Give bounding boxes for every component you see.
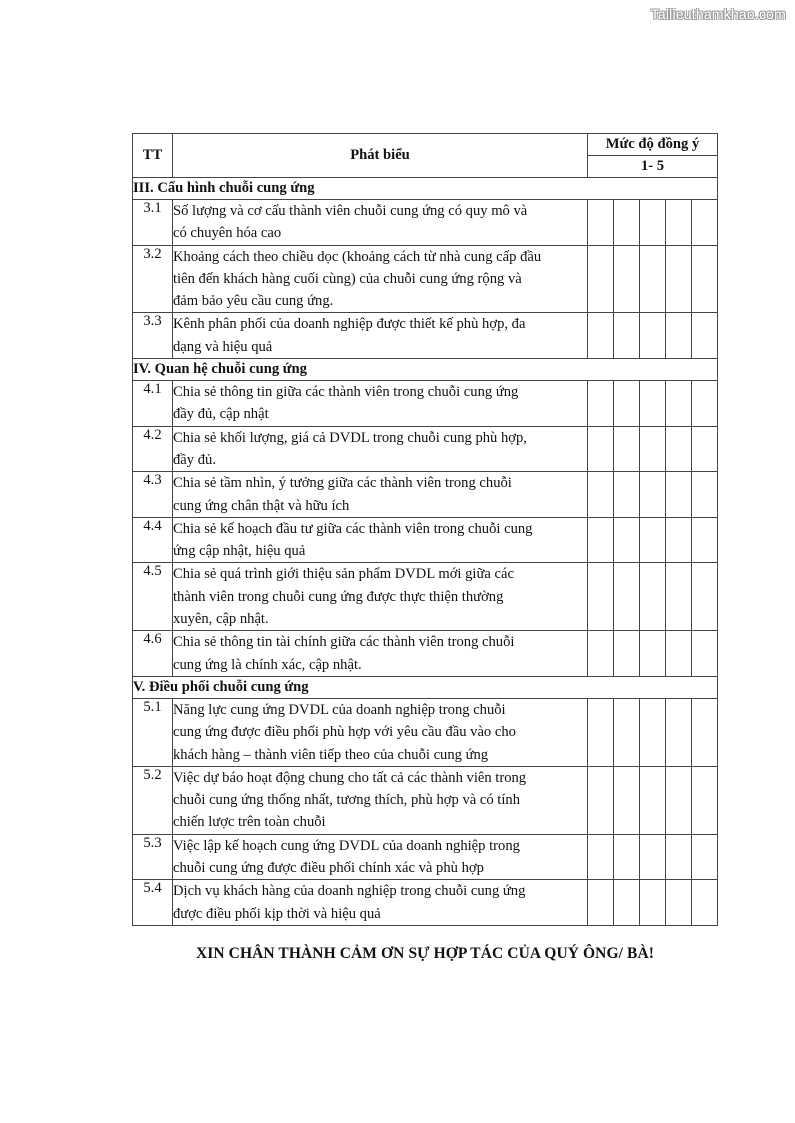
header-scale-range: 1- 5: [588, 156, 718, 178]
rating-cell-5[interactable]: [692, 698, 718, 766]
statement-line: Chia sẻ khối lượng, giá cả DVDL trong chuỗi cung phù hợp,: [173, 429, 527, 446]
rating-cell-2[interactable]: [614, 631, 640, 677]
rating-cell-1[interactable]: [588, 766, 614, 834]
statement-line: đảm bảo yêu cầu cung ứng.: [173, 293, 334, 310]
question-number: 4.4: [133, 517, 173, 563]
statement-line: ứng cập nhật, hiệu quả: [173, 543, 306, 560]
question-statement: [173, 381, 588, 427]
rating-cell-4[interactable]: [666, 426, 692, 472]
statement-line: cung ứng được điều phối phù hợp với yêu cầu đầu vào cho: [173, 724, 516, 741]
statement-line: chuỗi cung ứng được điều phối chính xác và phù hợp: [173, 860, 484, 877]
statement-line: Chia sẻ thông tin giữa các thành viên trong chuỗi cung ứng: [173, 384, 519, 401]
rating-cell-3[interactable]: [640, 698, 666, 766]
rating-cell-4[interactable]: [666, 313, 692, 359]
section-row: [133, 359, 718, 381]
rating-cell-3[interactable]: [640, 766, 666, 834]
question-number: 4.5: [133, 563, 173, 631]
statement-line: dạng và hiệu quả: [173, 338, 273, 355]
question-number: 4.2: [133, 426, 173, 472]
statement-line: Năng lực cung ứng DVDL của doanh nghiệp trong chuỗi: [173, 701, 506, 718]
question-number: 4.6: [133, 631, 173, 677]
rating-cell-2[interactable]: [614, 200, 640, 246]
closing-message: XIN CHÂN THÀNH CẢM ƠN SỰ HỢP TÁC CỦA QUÝ ÔNG/ BÀ!: [195, 945, 654, 962]
question-number: 4.1: [133, 381, 173, 427]
rating-cell-2[interactable]: [614, 472, 640, 518]
statement-line: Việc dự báo hoạt động chung cho tất cả các thành viên trong: [173, 769, 527, 786]
statement-line: Số lượng và cơ cấu thành viên chuỗi cung ứng có quy mô và: [173, 203, 528, 219]
rating-cell-4[interactable]: [666, 472, 692, 518]
section-title: IV. Quan hệ chuỗi cung ứng: [133, 359, 718, 381]
rating-cell-5[interactable]: [692, 313, 718, 359]
rating-cell-1[interactable]: [588, 880, 614, 926]
statement-line: Chia sẻ thông tin tài chính giữa các thành viên trong chuỗi: [173, 634, 515, 651]
statement-line: được điều phối kịp thời và hiệu quả: [173, 905, 381, 922]
question-number: 3.2: [133, 245, 173, 313]
statement-line: xuyên, cập nhật.: [173, 611, 269, 628]
rating-cell-5[interactable]: [692, 381, 718, 427]
rating-cell-3[interactable]: [640, 245, 666, 313]
question-row: [133, 698, 718, 766]
rating-cell-4[interactable]: [666, 880, 692, 926]
question-statement: [173, 631, 588, 677]
rating-cell-5[interactable]: [692, 563, 718, 631]
rating-cell-3[interactable]: [640, 426, 666, 472]
statement-line: thành viên trong chuỗi cung ứng được thực thiện thường: [173, 588, 504, 605]
rating-cell-1[interactable]: [588, 631, 614, 677]
statement-line: Chia sẻ quá trình giới thiệu sản phẩm DVDL mới giữa các: [173, 566, 514, 583]
rating-cell-2[interactable]: [614, 766, 640, 834]
section-row: [133, 676, 718, 698]
rating-cell-5[interactable]: [692, 426, 718, 472]
header-scale-title: Mức độ đồng ý: [588, 134, 718, 156]
question-statement: [173, 472, 588, 518]
question-statement: [173, 766, 588, 834]
rating-cell-1[interactable]: [588, 381, 614, 427]
rating-cell-3[interactable]: [640, 834, 666, 880]
question-number: 5.1: [133, 698, 173, 766]
question-number: 5.4: [133, 880, 173, 926]
rating-cell-4[interactable]: [666, 200, 692, 246]
rating-cell-1[interactable]: [588, 426, 614, 472]
rating-cell-3[interactable]: [640, 517, 666, 563]
question-row: [133, 517, 718, 563]
rating-cell-4[interactable]: [666, 766, 692, 834]
statement-line: khách hàng – thành viên tiếp theo của chuỗi cung ứng: [173, 746, 489, 763]
rating-cell-5[interactable]: [692, 245, 718, 313]
rating-cell-5[interactable]: [692, 766, 718, 834]
question-row: [133, 472, 718, 518]
rating-cell-1[interactable]: [588, 472, 614, 518]
question-row: [133, 766, 718, 834]
rating-cell-5[interactable]: [692, 631, 718, 677]
statement-line: Chia sẻ tầm nhìn, ý tưởng giữa các thành viên trong chuỗi: [173, 475, 512, 492]
statement-line: đầy đủ, cập nhật: [173, 406, 269, 423]
question-number: 4.3: [133, 472, 173, 518]
rating-cell-2[interactable]: [614, 381, 640, 427]
question-number: 3.1: [133, 200, 173, 246]
rating-cell-2[interactable]: [614, 563, 640, 631]
section-row: [133, 178, 718, 200]
question-row: [133, 834, 718, 880]
question-row: [133, 631, 718, 677]
survey-body: [133, 178, 718, 926]
header-tt: TT: [133, 134, 173, 178]
question-statement: [173, 698, 588, 766]
section-title: V. Điều phối chuỗi cung ứng: [133, 676, 718, 698]
question-row: [133, 563, 718, 631]
rating-cell-5[interactable]: [692, 472, 718, 518]
question-number: 5.2: [133, 766, 173, 834]
rating-cell-3[interactable]: [640, 631, 666, 677]
rating-cell-4[interactable]: [666, 517, 692, 563]
rating-cell-3[interactable]: [640, 880, 666, 926]
rating-cell-1[interactable]: [588, 313, 614, 359]
rating-cell-3[interactable]: [640, 472, 666, 518]
question-number: 3.3: [133, 313, 173, 359]
rating-cell-4[interactable]: [666, 631, 692, 677]
rating-cell-4[interactable]: [666, 563, 692, 631]
rating-cell-2[interactable]: [614, 426, 640, 472]
rating-cell-4[interactable]: [666, 245, 692, 313]
statement-line: chiến lược trên toàn chuỗi: [173, 814, 326, 831]
statement-line: chuỗi cung ứng thống nhất, tương thích, phù hợp và có tính: [173, 792, 521, 809]
question-row: [133, 426, 718, 472]
rating-cell-2[interactable]: [614, 517, 640, 563]
question-statement: [173, 517, 588, 563]
statement-line: Chia sẻ kế hoạch đầu tư giữa các thành viên trong chuỗi cung: [173, 520, 533, 537]
question-row: [133, 245, 718, 313]
rating-cell-4[interactable]: [666, 698, 692, 766]
rating-cell-1[interactable]: [588, 834, 614, 880]
question-statement: [173, 200, 588, 246]
rating-cell-4[interactable]: [666, 834, 692, 880]
rating-cell-5[interactable]: [692, 834, 718, 880]
survey-table: [132, 133, 718, 926]
statement-line: cung ứng là chính xác, cập nhật.: [173, 656, 362, 673]
rating-cell-3[interactable]: [640, 200, 666, 246]
rating-cell-1[interactable]: [588, 517, 614, 563]
question-row: [133, 880, 718, 926]
rating-cell-3[interactable]: [640, 381, 666, 427]
question-row: [133, 381, 718, 427]
statement-line: cung ứng chân thật và hữu ích: [173, 497, 350, 514]
question-statement: [173, 563, 588, 631]
statement-line: Việc lập kế hoạch cung ứng DVDL của doanh nghiệp trong: [173, 837, 520, 854]
question-statement: [173, 313, 588, 359]
rating-cell-5[interactable]: [692, 880, 718, 926]
rating-cell-1[interactable]: [588, 245, 614, 313]
header-statement: Phát biểu: [173, 134, 588, 178]
watermark-text: Tailieuthamkhao.com: [650, 6, 786, 22]
statement-line: tiên đến khách hàng cuối cùng) của chuỗi cung ứng rộng và: [173, 270, 522, 287]
rating-cell-5[interactable]: [692, 200, 718, 246]
rating-cell-4[interactable]: [666, 381, 692, 427]
rating-cell-1[interactable]: [588, 698, 614, 766]
statement-line: Kênh phân phối của doanh nghiệp được thiết kế phù hợp, đa: [173, 316, 526, 333]
question-statement: [173, 834, 588, 880]
statement-line: Khoảng cách theo chiều dọc (khoảng cách từ nhà cung cấp đầu: [173, 248, 542, 265]
question-row: [133, 200, 718, 246]
question-number: 5.3: [133, 834, 173, 880]
statement-line: có chuyên hóa cao: [173, 225, 282, 242]
rating-cell-5[interactable]: [692, 517, 718, 563]
rating-cell-2[interactable]: [614, 698, 640, 766]
rating-cell-2[interactable]: [614, 313, 640, 359]
rating-cell-3[interactable]: [640, 313, 666, 359]
question-row: [133, 313, 718, 359]
rating-cell-3[interactable]: [640, 563, 666, 631]
question-statement: [173, 880, 588, 926]
rating-cell-2[interactable]: [614, 880, 640, 926]
rating-cell-2[interactable]: [614, 834, 640, 880]
section-title: III. Cấu hình chuỗi cung ứng: [133, 178, 718, 200]
question-statement: [173, 245, 588, 313]
statement-line: Dịch vụ khách hàng của doanh nghiệp trong chuỗi cung ứng: [173, 883, 526, 900]
rating-cell-1[interactable]: [588, 200, 614, 246]
rating-cell-1[interactable]: [588, 563, 614, 631]
question-statement: [173, 426, 588, 472]
statement-line: đầy đủ.: [173, 451, 216, 468]
rating-cell-2[interactable]: [614, 245, 640, 313]
